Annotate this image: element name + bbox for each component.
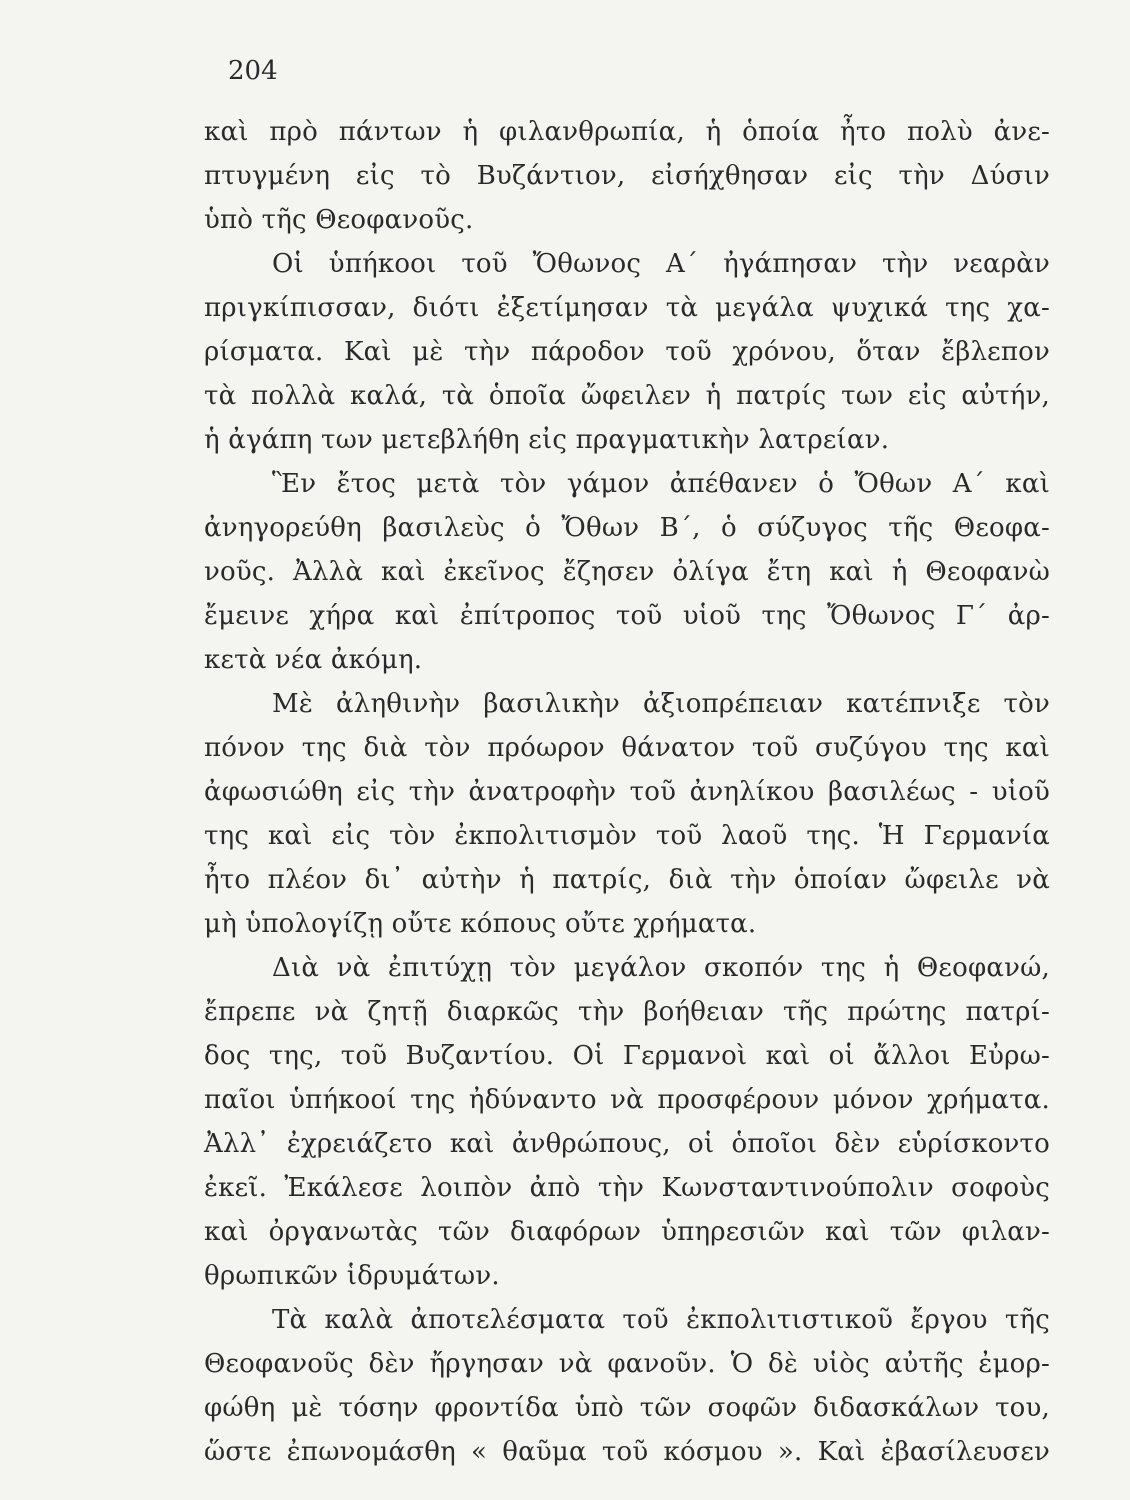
text-line: ἡ ἀγάπη των μετεβλήθη εἰς πραγματικὴν λατρείαν. — [204, 425, 890, 455]
paragraph — [204, 682, 1050, 946]
text-line: Τὰ καλὰ ἀποτελέσματα τοῦ ἐκπολιτιστικοῦ ἔργου τῆς — [272, 1305, 1050, 1335]
paragraph — [204, 946, 1050, 1298]
text-line: ἀνηγορεύθη βασιλεὺς ὁ Ὄθων Β΄, ὁ σύζυγος τῆς Θεοφα- — [204, 513, 1050, 543]
text-line: τὰ πολλὰ καλά, τὰ ὁποῖα ὤφειλεν ἡ πατρίς των εἰς αὐτήν, — [204, 381, 1050, 411]
paragraph — [204, 110, 1050, 242]
text-line: πτυγμένη εἰς τὸ Βυζάντιον, εἰσήχθησαν εἰς τὴν Δύσιν — [204, 161, 1050, 191]
text-line: ρίσματα. Καὶ μὲ τὴν πάροδον τοῦ χρόνου, ὅταν ἔβλεπον — [204, 337, 1050, 367]
text-line: Ἀλλ᾽ ἐχρειάζετο καὶ ἀνθρώπους, οἱ ὁποῖοι δὲν εὑρίσκοντο — [204, 1129, 1050, 1159]
paragraph — [204, 1298, 1050, 1474]
body-text — [204, 110, 1050, 1474]
text-line: παῖοι ὑπήκοοί της ἠδύναντο νὰ προσφέρουν μόνον χρήματα. — [204, 1085, 1050, 1115]
text-line: φώθη μὲ τόσην φροντίδα ὑπὸ τῶν σοφῶν διδασκάλων του, — [204, 1393, 1050, 1423]
text-line: ἦτο πλέον δι᾽ αὐτὴν ἡ πατρίς, διὰ τὴν ὁποίαν ὤφειλε νὰ — [204, 865, 1050, 895]
text-line: θρωπικῶν ἱδρυμάτων. — [204, 1261, 500, 1291]
text-line: πόνον της διὰ τὸν πρόωρον θάνατον τοῦ συζύγου της καὶ — [204, 733, 1050, 763]
text-line: Θεοφανοῦς δὲν ἤργησαν νὰ φανοῦν. Ὁ δὲ υἱὸς αὐτῆς ἐμορ- — [204, 1349, 1050, 1379]
text-line: νοῦς. Ἀλλὰ καὶ ἐκεῖνος ἔζησεν ὀλίγα ἔτη καὶ ἡ Θεοφανὼ — [204, 557, 1050, 587]
text-line: κετὰ νέα ἀκόμη. — [204, 645, 423, 675]
text-line: καὶ ὀργανωτὰς τῶν διαφόρων ὑπηρεσιῶν καὶ τῶν φιλαν- — [204, 1217, 1050, 1247]
text-line: Ἓν ἔτος μετὰ τὸν γάμον ἀπέθανεν ὁ Ὄθων Α΄ καὶ — [272, 469, 1050, 499]
page-number: 204 — [228, 56, 278, 86]
text-line: Οἱ ὑπήκοοι τοῦ Ὄθωνος Α΄ ἠγάπησαν τὴν νεαρὰν — [272, 249, 1050, 279]
text-line: ἔμεινε χήρα καὶ ἐπίτροπος τοῦ υἱοῦ της Ὄθωνος Γ΄ ἀρ- — [204, 601, 1050, 631]
text-line: καὶ πρὸ πάντων ἡ φιλανθρωπία, ἡ ὁποία ἦτο πολὺ ἀνε- — [204, 117, 1050, 147]
text-line: ἔπρεπε νὰ ζητῇ διαρκῶς τὴν βοήθειαν τῆς πρώτης πατρί- — [204, 997, 1050, 1027]
text-line: ἐκεῖ. Ἐκάλεσε λοιπὸν ἀπὸ τὴν Κωνσταντινούπολιν σοφοὺς — [204, 1173, 1050, 1203]
text-line: ὑπὸ τῆς Θεοφανοῦς. — [204, 205, 474, 235]
text-line: Μὲ ἀληθινὴν βασιλικὴν ἀξιοπρέπειαν κατέπνιξε τὸν — [272, 689, 1050, 719]
text-line: Διὰ νὰ ἐπιτύχῃ τὸν μεγάλον σκοπόν της ἡ Θεοφανώ, — [272, 953, 1050, 983]
paragraph — [204, 462, 1050, 682]
paragraph — [204, 242, 1050, 462]
text-line: της καὶ εἰς τὸν ἐκπολιτισμὸν τοῦ λαοῦ της. Ἡ Γερμανία — [204, 821, 1050, 851]
text-line: ὥστε ἐπωνομάσθη « θαῦμα τοῦ κόσμου ». Καὶ ἐβασίλευσεν — [204, 1437, 1050, 1467]
text-line: δος της, τοῦ Βυζαντίου. Οἱ Γερμανοὶ καὶ οἱ ἄλλοι Εὐρω- — [204, 1041, 1050, 1071]
text-line: μὴ ὑπολογίζῃ οὔτε κόπους οὔτε χρήματα. — [204, 909, 757, 939]
text-line: ἀφωσιώθη εἰς τὴν ἀνατροφὴν τοῦ ἀνηλίκου βασιλέως - υἱοῦ — [204, 777, 1050, 807]
text-line: πριγκίπισσαν, διότι ἐξετίμησαν τὰ μεγάλα ψυχικά της χα- — [204, 293, 1050, 323]
